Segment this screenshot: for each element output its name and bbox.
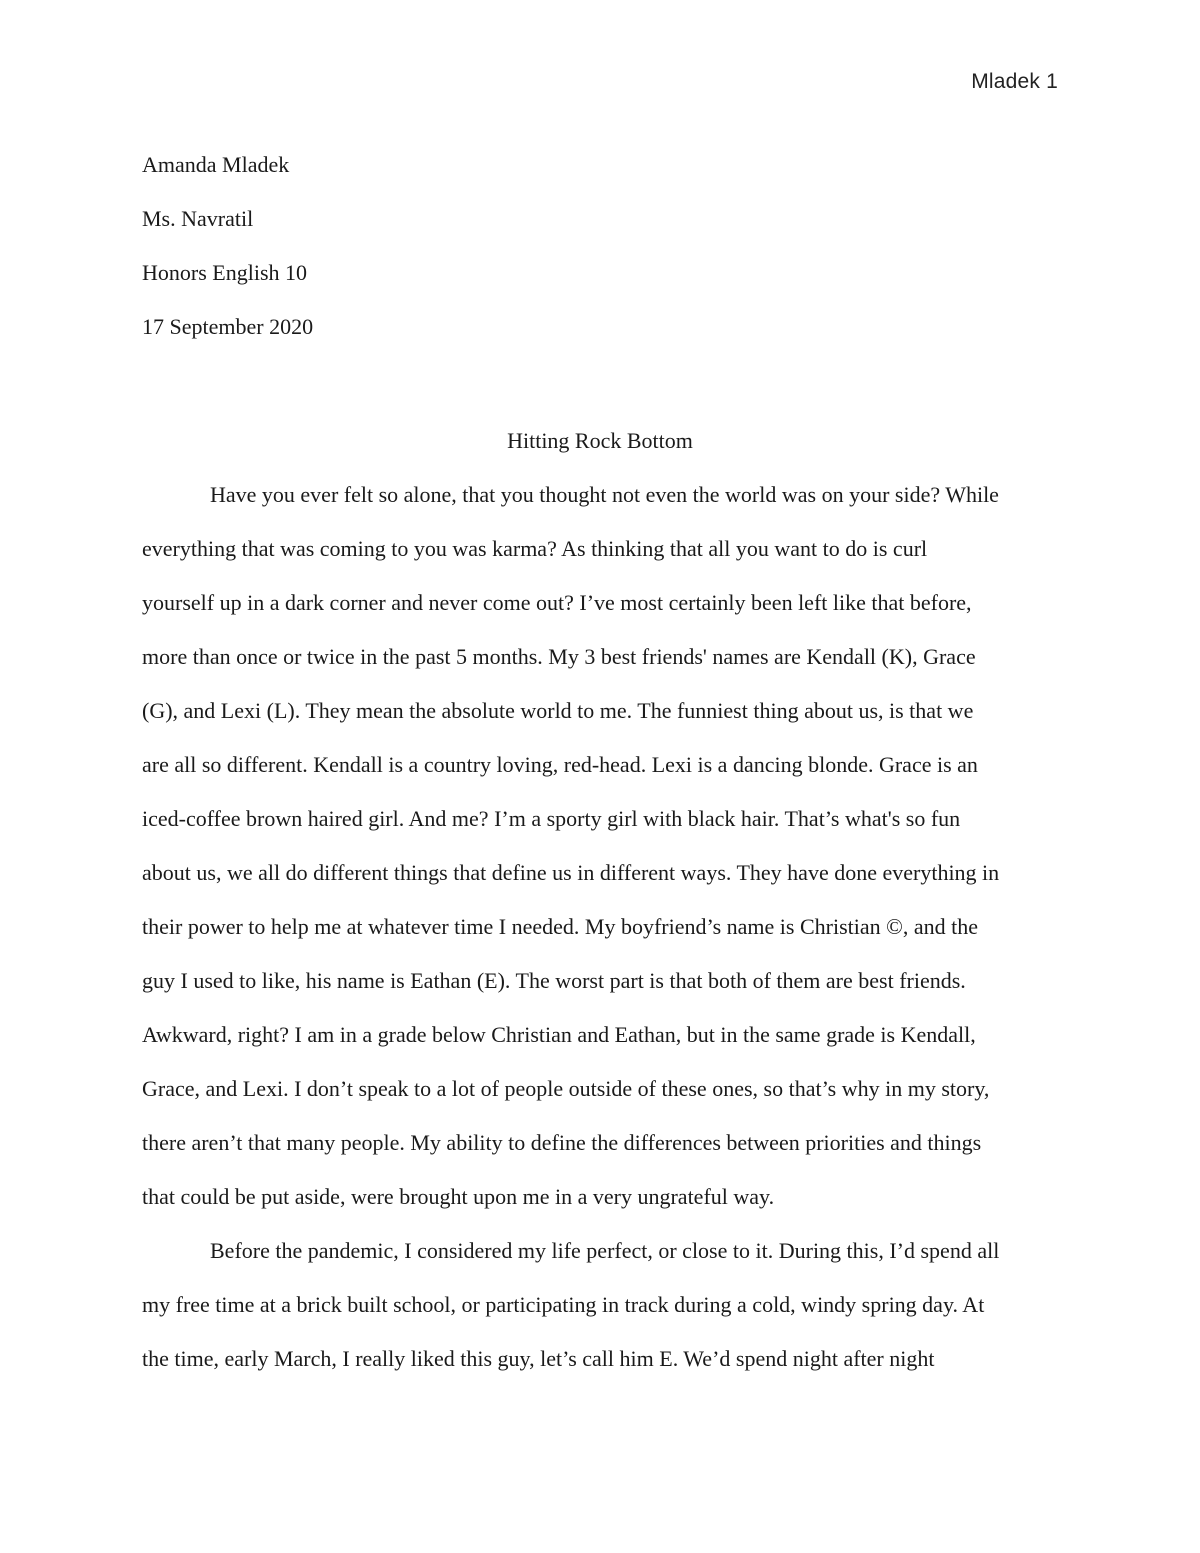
paragraph-line: everything that was coming to you was karma? As thinking that all you want to do is curl xyxy=(142,536,928,561)
paragraph-1 xyxy=(142,468,1062,1224)
essay-date: 17 September 2020 xyxy=(142,314,314,339)
paragraph-line: more than once or twice in the past 5 months. My 3 best friends' names are Kendall (K), Grace xyxy=(142,644,976,669)
paragraph-line: my free time at a brick built school, or participating in track during a cold, windy spring day. At xyxy=(142,1292,985,1317)
paragraph-line: yourself up in a dark corner and never come out? I’ve most certainly been left like that before, xyxy=(142,590,972,615)
teacher-name: Ms. Navratil xyxy=(142,206,254,231)
essay-body xyxy=(142,468,1062,1386)
paragraph-2 xyxy=(142,1224,1062,1386)
paragraph-line: there aren’t that many people. My ability to define the differences between priorities and things xyxy=(142,1130,982,1155)
paragraph-line: Have you ever felt so alone, that you thought not even the world was on your side? While xyxy=(210,482,999,507)
paragraph-line: are all so different. Kendall is a country loving, red-head. Lexi is a dancing blonde. Grace is an xyxy=(142,752,978,777)
paragraph-line: guy I used to like, his name is Eathan (E). The worst part is that both of them are best friends. xyxy=(142,968,966,993)
paragraph-line: that could be put aside, were brought upon me in a very ungrateful way. xyxy=(142,1184,775,1209)
paragraph-line: Awkward, right? I am in a grade below Christian and Eathan, but in the same grade is Kendall, xyxy=(142,1022,976,1047)
paragraph-line: their power to help me at whatever time I needed. My boyfriend’s name is Christian ©, and the xyxy=(142,914,978,939)
student-name: Amanda Mladek xyxy=(142,152,290,177)
paragraph-line: iced-coffee brown haired girl. And me? I’m a sporty girl with black hair. That’s what's so fun xyxy=(142,806,961,831)
paragraph-line: the time, early March, I really liked this guy, let’s call him E. We’d spend night after night xyxy=(142,1346,935,1371)
paragraph-line: Grace, and Lexi. I don’t speak to a lot of people outside of these ones, so that’s why in my story, xyxy=(142,1076,990,1101)
paragraph-line: Before the pandemic, I considered my life perfect, or close to it. During this, I’d spend all xyxy=(210,1238,1000,1263)
essay-title: Hitting Rock Bottom xyxy=(507,428,693,453)
paragraph-line: about us, we all do different things that define us in different ways. They have done everything in xyxy=(142,860,1000,885)
running-head: Mladek 1 xyxy=(971,70,1058,93)
course-name: Honors English 10 xyxy=(142,260,307,285)
paragraph-line: (G), and Lexi (L). They mean the absolute world to me. The funniest thing about us, is that we xyxy=(142,698,974,723)
mla-header xyxy=(142,138,1058,354)
